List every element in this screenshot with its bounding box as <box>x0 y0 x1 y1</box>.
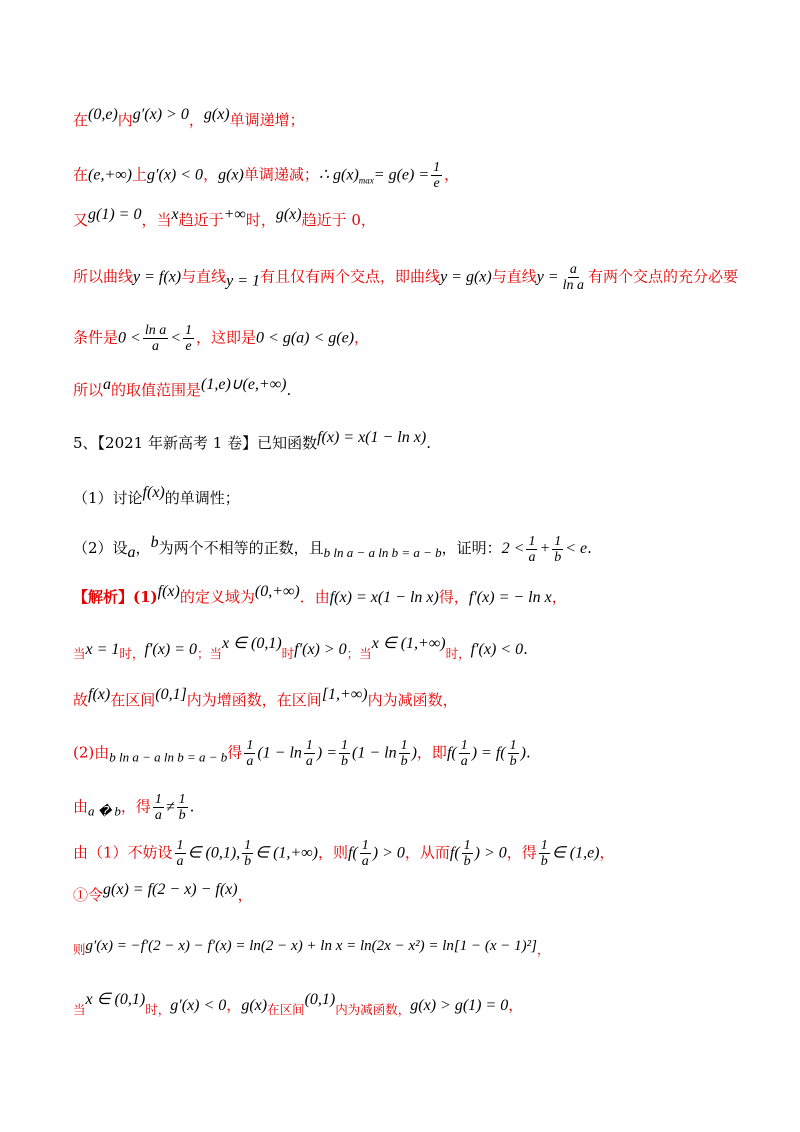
math-expression: y = g(x) <box>440 268 492 286</box>
math-expression: ) > 0 <box>372 844 405 862</box>
math-expression: 0 < g(a) < g(e) <box>256 329 355 347</box>
text: ， <box>508 996 524 1014</box>
solution-part-2-assumption <box>73 838 615 869</box>
text: 时 <box>281 646 295 661</box>
text: 与直线 <box>491 267 537 286</box>
solution-part-1-domain <box>73 582 567 608</box>
text: ， <box>444 165 460 184</box>
text: （2）设 <box>73 539 128 557</box>
numerator: 1 <box>400 738 408 753</box>
math-expression: g(x) > g(1) = 0 <box>410 997 509 1014</box>
text: ，当 <box>141 211 172 229</box>
math-fraction <box>552 534 563 565</box>
math-expression: ∈ (1,+∞) <box>255 844 318 862</box>
text: ①令 <box>73 886 104 904</box>
denominator: b <box>540 854 548 869</box>
text: ，得 <box>120 797 151 816</box>
math-fraction <box>242 838 253 869</box>
math-expression: g′(x) < 0 <box>170 997 227 1014</box>
numerator: 1 <box>433 160 441 175</box>
math-expression: f′(x) = 0 <box>144 641 197 658</box>
numerator: 1 <box>528 533 536 549</box>
math-expression: b ln a − a ln b = a − b <box>323 545 442 560</box>
math-fraction <box>508 738 519 769</box>
solution-part-1-conclusion <box>73 685 458 710</box>
math-expression: y = <box>536 268 559 286</box>
math-expression: f(x) = x(1 − ln x) <box>317 429 427 446</box>
math-expression: ) = <box>316 744 338 762</box>
text: 时， <box>119 646 145 661</box>
denominator: b <box>554 549 562 565</box>
text: 的定义域为 <box>179 588 255 606</box>
text: 的单调性； <box>164 489 240 507</box>
math-function: f(x) <box>88 686 111 703</box>
text: 单调递增； <box>229 111 305 129</box>
text: 得 <box>227 743 243 762</box>
math-interval: [1,+∞) <box>321 686 368 703</box>
text: 内为减函数， <box>335 1002 411 1017</box>
numerator: 1 <box>246 738 254 753</box>
denominator: a <box>528 549 536 565</box>
text: 时， <box>245 211 276 229</box>
denominator: b <box>400 754 408 769</box>
math-fraction <box>175 838 186 869</box>
line-monotonic-decrease <box>73 160 459 191</box>
math-expression: g′(x) < 0 <box>147 166 204 184</box>
math-variable: b <box>150 534 159 551</box>
problem-5-part-2 <box>73 533 592 565</box>
text: ，证明： <box>441 539 502 557</box>
text: 有两个交点的充分必要 <box>588 267 739 286</box>
math-expression: f′(x) > 0 <box>294 641 347 658</box>
math-expression: f′(x) = − ln x <box>468 589 552 606</box>
math-expression: +∞ <box>223 206 246 223</box>
text: 单调递减； <box>243 165 319 184</box>
math-expression: ) <box>520 744 526 762</box>
numerator: 1 <box>176 838 184 853</box>
text: 则 <box>73 942 86 957</box>
numerator: 1 <box>463 838 471 853</box>
math-expression: g(1) = 0 <box>88 206 142 223</box>
text: 得， <box>438 588 469 606</box>
text: ，则 <box>317 843 348 862</box>
math-fraction <box>339 738 350 769</box>
text: 条件是 <box>73 328 119 347</box>
text: 趋近于 <box>178 211 224 229</box>
math-variable: a <box>127 544 136 561</box>
math-interval: (0,1) <box>304 991 336 1008</box>
math-expression: 2 < <box>501 540 525 557</box>
math-fraction <box>561 262 586 293</box>
text: 为两个不相等的正数，且 <box>158 539 324 557</box>
text: 上 <box>131 165 147 184</box>
math-expression: (1 − ln <box>352 744 397 762</box>
math-expression: x ∈ (1,+∞) <box>371 635 446 652</box>
text: 又 <box>73 211 89 229</box>
math-fraction <box>431 160 442 191</box>
math-expression: ∈ (1,e) <box>551 844 600 862</box>
math-function: g(x) <box>203 106 230 123</box>
text: 内 <box>117 111 133 129</box>
numerator: 1 <box>361 838 369 853</box>
text: （1）讨论 <box>73 489 143 507</box>
math-function: g(x) <box>241 997 268 1014</box>
line-limit <box>73 205 376 230</box>
line-monotonic-increase <box>73 105 305 130</box>
denominator: b <box>509 754 517 769</box>
text: 趋近于 0， <box>301 211 376 229</box>
solution-part-2-derivative <box>73 935 549 960</box>
math-interval: (1,e)∪(e,+∞) <box>201 376 287 393</box>
numerator: 1 <box>244 838 252 853</box>
numerator: 1 <box>540 838 548 853</box>
math-expression: ∈ (0,1), <box>187 844 241 862</box>
line-intersection-condition <box>73 262 738 293</box>
math-fraction <box>459 738 470 769</box>
math-expression: a � b <box>88 803 121 819</box>
numerator: 1 <box>178 792 186 807</box>
math-expression: x ∈ (0,1) <box>85 991 146 1008</box>
denominator: a <box>460 754 468 769</box>
text: 与直线 <box>181 267 227 286</box>
math-fraction <box>399 738 410 769</box>
denominator: a <box>152 339 159 354</box>
math-expression: f( <box>446 744 457 762</box>
solution-part-2-distinct <box>73 792 194 823</box>
math-fraction <box>526 534 537 565</box>
solution-part-2-define-g <box>73 880 253 905</box>
denominator: b <box>244 854 252 869</box>
math-fraction <box>462 838 473 869</box>
text: ， <box>354 328 370 347</box>
math-variable: a <box>103 376 112 393</box>
text: ， <box>203 165 219 184</box>
math-interval: (0,+∞) <box>254 583 300 600</box>
denominator: ln a <box>562 278 585 293</box>
denominator: e <box>433 176 440 191</box>
text: 时， <box>145 1002 171 1017</box>
math-expression: ) = f( <box>471 744 506 762</box>
math-expression: f′(x) < 0 <box>470 641 524 658</box>
math-expression: g′(x) = −f′(2 − x) − f′(x) = ln(2 − x) + ln x = ln(2x − x²) = ln[1 − (x − 1)²] <box>85 938 537 954</box>
math-expression: y = f(x) <box>133 268 182 286</box>
text: (2)由 <box>73 743 110 762</box>
numerator: 1 <box>460 738 468 753</box>
math-expression: < e <box>565 540 588 557</box>
text: . <box>523 640 528 658</box>
text: 时， <box>445 646 471 661</box>
solution-label: 【解析】(1) <box>73 588 158 606</box>
math-function: f(x) <box>142 484 165 501</box>
text: . <box>525 743 531 762</box>
math-expression: g(x) = f(2 − x) − f(x) <box>103 881 238 898</box>
denominator: e <box>185 339 192 354</box>
math-fraction <box>177 792 188 823</box>
text: . <box>426 434 431 452</box>
math-expression: < <box>170 329 181 347</box>
text: 有且仅有两个交点，即曲线 <box>260 267 441 286</box>
text: ，这即是 <box>196 328 257 347</box>
line-necessary-condition <box>73 323 369 354</box>
math-interval: (0,1] <box>155 686 187 703</box>
text: ；当 <box>346 646 372 661</box>
math-expression: b ln a − a ln b = a − b <box>109 749 228 765</box>
math-expression: ) > 0 <box>474 844 507 862</box>
numerator: ln a <box>144 323 167 338</box>
text: ， <box>237 886 253 904</box>
text: 在 <box>73 165 89 184</box>
denominator: a <box>361 854 369 869</box>
text: ， <box>135 539 151 557</box>
math-function: f(x) <box>157 583 180 600</box>
math-expression: f( <box>449 844 460 862</box>
numerator: 1 <box>185 323 192 338</box>
text: 在区间 <box>110 691 156 709</box>
math-expression: f(x) = x(1 − ln x) <box>329 589 439 606</box>
solution-part-2-transform <box>73 738 531 769</box>
math-subscript: max <box>358 175 374 186</box>
solution-part-2-g-decreasing <box>73 990 523 1020</box>
denominator: a <box>305 754 313 769</box>
math-fraction <box>153 792 164 823</box>
math-interval: (e,+∞) <box>88 166 132 184</box>
text: 在 <box>73 111 89 129</box>
text: 内为增函数，在区间 <box>186 691 322 709</box>
text: 故 <box>73 691 89 709</box>
problem-5-part-1 <box>73 483 240 508</box>
denominator: a <box>176 854 184 869</box>
math-function: g(x) <box>275 206 302 223</box>
text: . <box>286 381 292 399</box>
text: 由 <box>73 797 89 816</box>
text: 当 <box>73 1002 86 1017</box>
text: ，得 <box>506 843 537 862</box>
solution-part-1-signs <box>73 634 528 664</box>
text: . <box>189 797 195 816</box>
math-fraction <box>244 738 255 769</box>
denominator: b <box>178 808 186 823</box>
line-range-of-a <box>73 375 291 400</box>
math-expression: ≠ <box>165 798 175 816</box>
numerator: a <box>569 262 577 277</box>
math-function: g(x) <box>218 166 244 184</box>
math-expression: x = 1 <box>85 641 120 658</box>
problem-title: 5、【2021 年新高考 1 卷】已知函数 <box>73 434 318 452</box>
numerator: 1 <box>154 792 162 807</box>
math-fraction <box>183 323 194 354</box>
math-expression: g′(x) > 0 <box>132 106 189 123</box>
math-variable: x <box>171 206 179 223</box>
math-expression: (1 − ln <box>257 744 302 762</box>
text: 当 <box>73 646 86 661</box>
text: 所以 <box>73 381 104 399</box>
math-fraction <box>143 323 168 354</box>
problem-5-statement <box>73 428 431 453</box>
text: ；当 <box>196 646 222 661</box>
text: ， <box>536 942 550 957</box>
text: . <box>587 539 592 557</box>
math-interval: (0,e) <box>88 106 118 123</box>
denominator: b <box>463 854 471 869</box>
math-expression: 0 < <box>118 329 141 347</box>
text: ， <box>599 843 615 862</box>
math-expression: x ∈ (0,1) <box>221 635 282 652</box>
text: ，从而 <box>404 843 450 862</box>
text: 由（1）不妨设 <box>73 843 173 862</box>
text: ，即 <box>416 743 447 762</box>
text: 在区间 <box>267 1002 305 1017</box>
denominator: a <box>154 808 162 823</box>
text: ， <box>226 996 242 1014</box>
text: 的取值范围是 <box>111 381 202 399</box>
denominator: b <box>341 754 349 769</box>
numerator: 1 <box>554 533 562 549</box>
math-fraction <box>360 838 371 869</box>
math-expression: y = 1 <box>226 272 261 290</box>
text: 所以曲线 <box>73 267 134 286</box>
math-expression: ∴ g(x) <box>318 166 359 184</box>
numerator: 1 <box>305 738 313 753</box>
text: ， <box>188 111 204 129</box>
denominator: a <box>246 754 254 769</box>
math-expression: ) <box>411 744 417 762</box>
text: ， <box>551 588 567 606</box>
math-fraction <box>304 738 315 769</box>
text: ．由 <box>299 588 330 606</box>
math-expression: + <box>539 540 551 557</box>
math-expression: = g(e) = <box>373 166 430 184</box>
math-fraction <box>539 838 550 869</box>
numerator: 1 <box>341 738 349 753</box>
math-expression: f( <box>347 844 358 862</box>
numerator: 1 <box>509 738 517 753</box>
text: 内为减函数， <box>367 691 458 709</box>
